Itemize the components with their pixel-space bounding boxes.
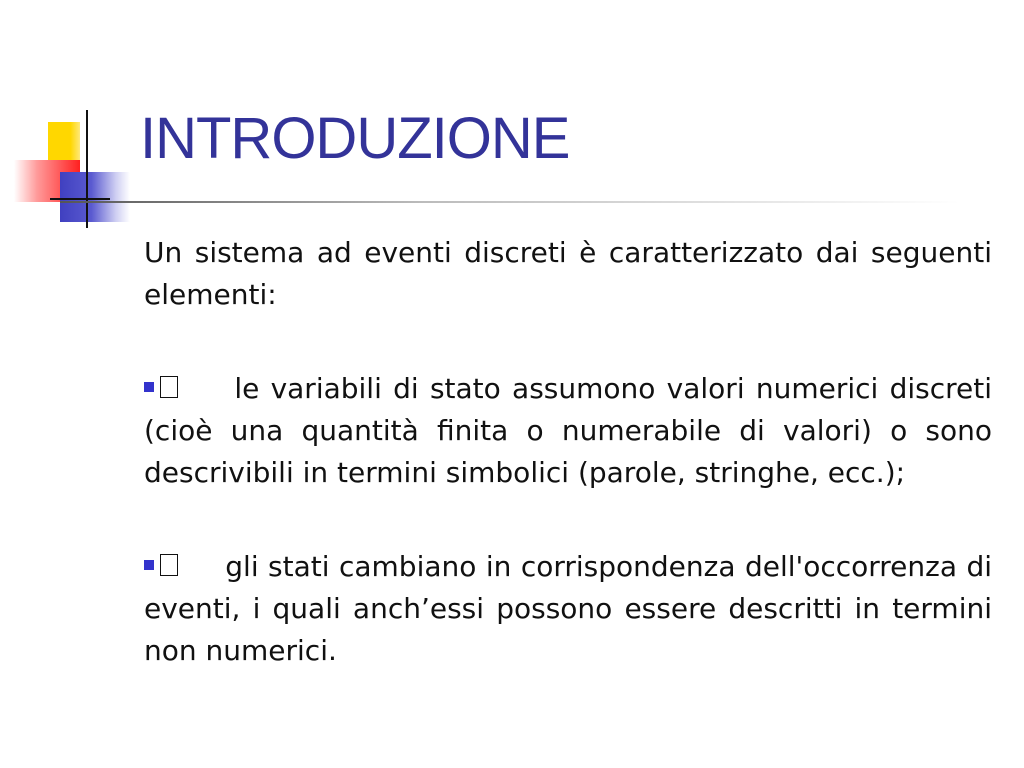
square-bullet-icon: [144, 560, 154, 570]
horizontal-line: [50, 198, 110, 200]
square-bullet-icon: [144, 382, 154, 392]
list-item-text: le variabili di stato assumono valori numerici discreti (cioè una quantità finita o numerabile di valori) o sono descrivibili in termini simbolici (parole, stringhe, ecc.);: [144, 372, 992, 489]
slide-title: INTRODUZIONE: [140, 106, 570, 171]
list-item-text: gli stati cambiano in corrispondenza dell'occorrenza di eventi, i quali anch’essi possono essere descritti in termini non numerici.: [144, 550, 993, 667]
list-item: [144, 546, 992, 672]
vertical-line: [86, 110, 88, 228]
checkbox-glyph-icon: [160, 376, 178, 398]
intro-paragraph: Un sistema ad eventi discreti è caratterizzato dai seguenti elementi:: [144, 236, 992, 311]
yellow-square: [48, 122, 80, 162]
title-divider: [60, 201, 960, 203]
decorative-logo: [0, 0, 160, 240]
slide-body: [144, 232, 992, 672]
checkbox-glyph-icon: [160, 554, 178, 576]
list-item: [144, 368, 992, 494]
blue-square: [60, 172, 130, 222]
